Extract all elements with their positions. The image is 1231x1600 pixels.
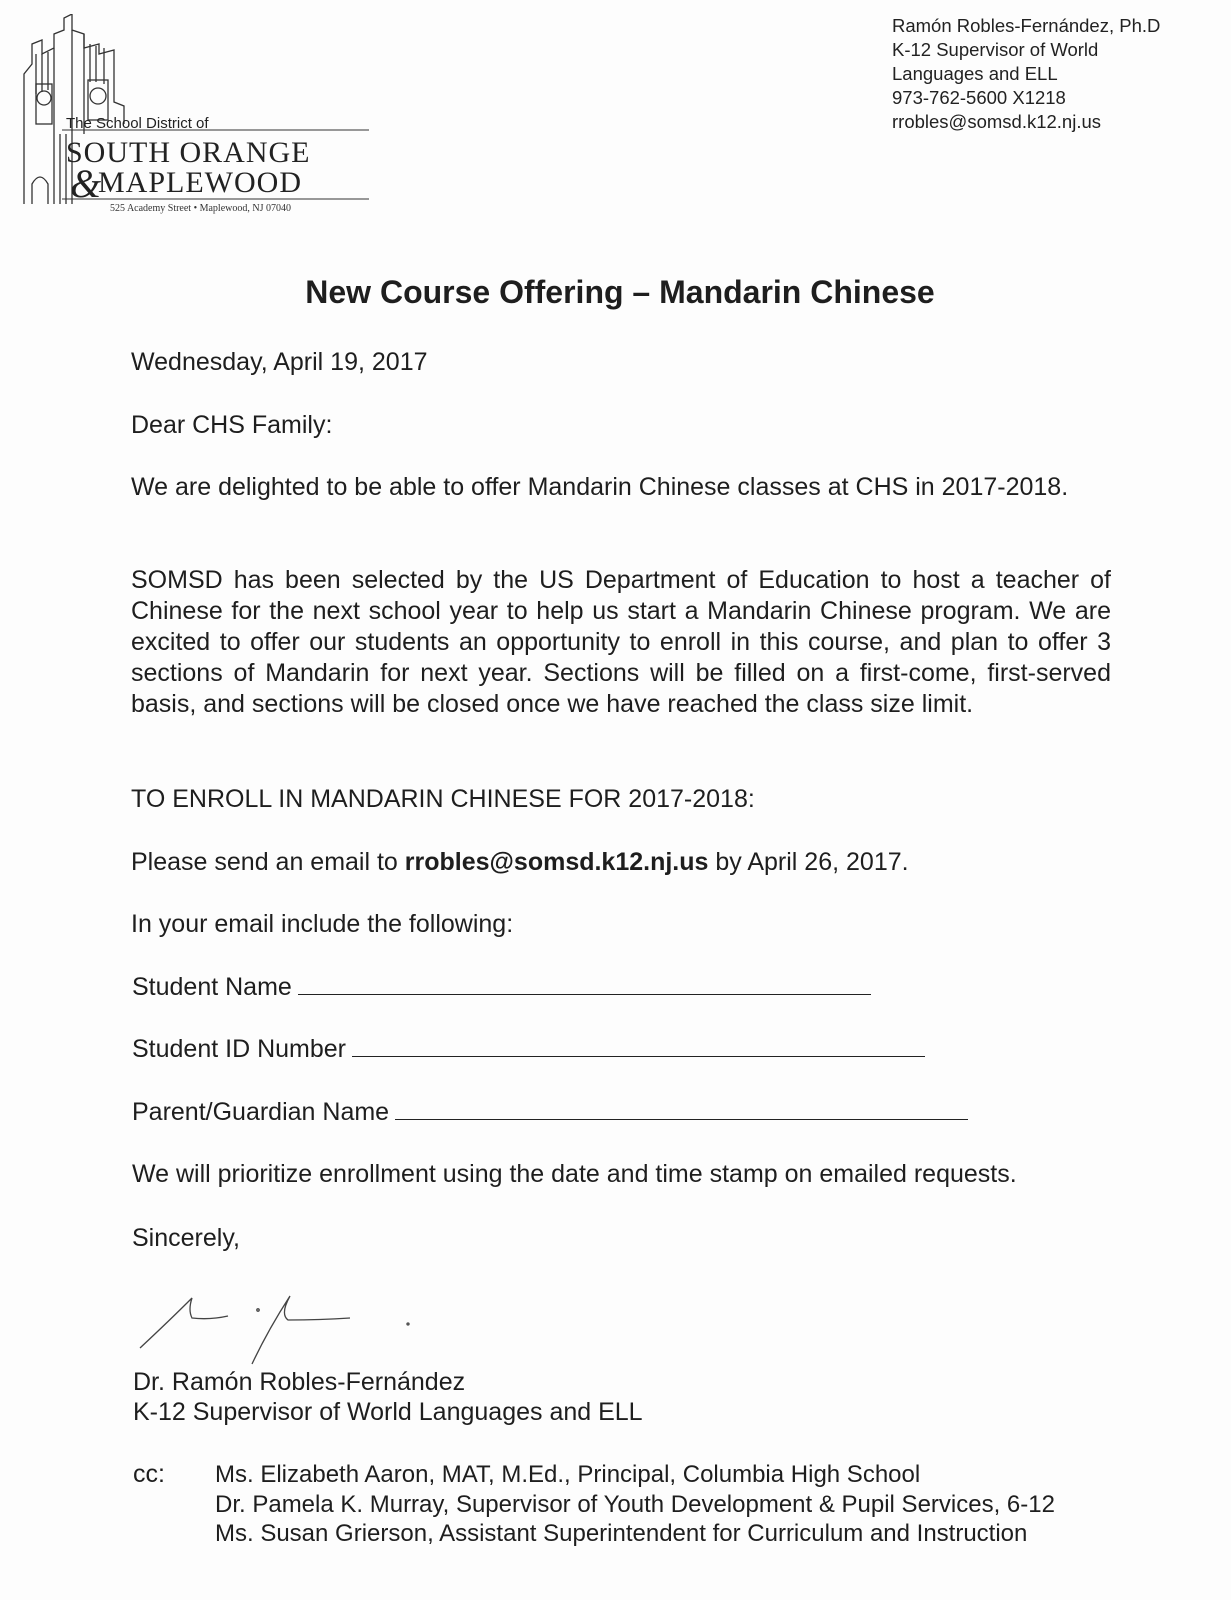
contact-block: [892, 14, 1160, 134]
logo-address: 525 Academy Street • Maplewood, NJ 07040: [110, 203, 291, 214]
field-parent-name: [132, 1097, 968, 1128]
cc-list: [215, 1460, 1055, 1549]
field-label: Student ID Number: [132, 1035, 346, 1063]
field-label: Student Name: [132, 973, 292, 1001]
include-text: In your email include the following:: [131, 910, 514, 938]
district-logo: [14, 14, 374, 219]
enroll-heading: TO ENROLL IN MANDARIN CHINESE FOR 2017-2018:: [131, 785, 755, 813]
blank-line: [352, 1034, 925, 1057]
field-label: Parent/Guardian Name: [132, 1098, 390, 1126]
contact-title-cont: Languages and ELL: [892, 63, 1058, 84]
contact-email: rrobles@somsd.k12.nj.us: [892, 111, 1102, 132]
paragraph-program: SOMSD has been selected by the US Department of Education to host a teacher of Chinese for the next school year to help us start a Mandarin Chinese program. We are excited to offer our students an opportunity to enroll in this course, and plan to offer 3 sections of Mandarin for next year. Sections will be filled on a first-come, first-served basis, and sections will be closed once we have reached the class size limit.: [131, 566, 1111, 718]
enroll-email-link[interactable]: rrobles@somsd.k12.nj.us: [404, 848, 709, 876]
logo-line3: MAPLEWOOD: [98, 166, 302, 199]
field-student-id: [132, 1034, 925, 1065]
contact-title: K-12 Supervisor of World: [892, 39, 1099, 60]
page-title: New Course Offering – Mandarin Chinese: [305, 274, 935, 310]
blank-line: [298, 972, 871, 995]
email-instructions: [131, 847, 909, 878]
paragraph-intro: We are delighted to be able to offer Mandarin Chinese classes at CHS in 2017-2018.: [131, 473, 1069, 501]
closing: Sincerely,: [132, 1224, 240, 1252]
contact-phone: 973-762-5600 X1218: [892, 87, 1066, 108]
instructions-suffix: by April 26, 2017.: [708, 848, 909, 876]
cc-label: cc:: [133, 1460, 165, 1488]
field-student-name: [132, 972, 871, 1003]
logo-line2: SOUTH ORANGE: [66, 136, 311, 169]
signer-title: K-12 Supervisor of World Languages and ELL: [133, 1398, 643, 1426]
letter-date: Wednesday, April 19, 2017: [131, 348, 428, 376]
cc-recipient: Dr. Pamela K. Murray, Supervisor of Youth Development & Pupil Services, 6-12: [215, 1490, 1055, 1518]
contact-name: Ramón Robles-Fernández, Ph.D: [892, 15, 1161, 36]
blank-line: [395, 1097, 968, 1120]
priority-note: We will prioritize enrollment using the date and time stamp on emailed requests.: [132, 1160, 1017, 1188]
instructions-prefix: Please send an email to: [131, 848, 405, 876]
signer-name: Dr. Ramón Robles-Fernández: [133, 1368, 466, 1396]
signature: [130, 1280, 430, 1370]
logo-line1: The School District of: [66, 115, 209, 132]
logo-ampersand: &: [70, 161, 102, 206]
cc-recipient: Ms. Elizabeth Aaron, MAT, M.Ed., Principal, Columbia High School: [215, 1461, 921, 1488]
cc-recipient: Ms. Susan Grierson, Assistant Superintendent for Curriculum and Instruction: [215, 1520, 1028, 1547]
salutation: Dear CHS Family:: [131, 411, 333, 439]
